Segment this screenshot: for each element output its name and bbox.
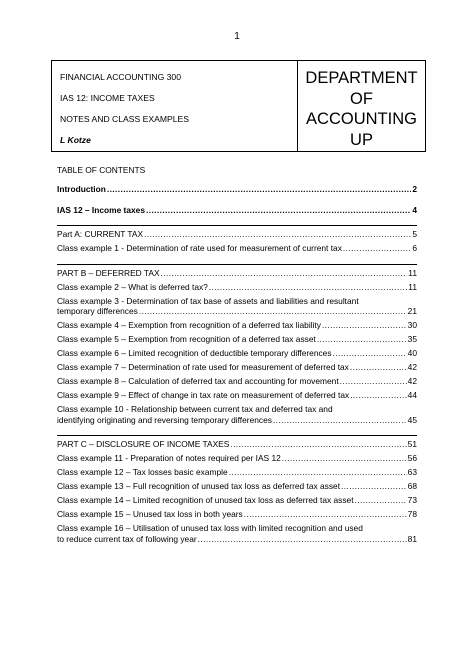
course-topic: IAS 12: INCOME TAXES — [60, 93, 155, 103]
toc-entry-title: to reduce current tax of following year — [57, 533, 197, 544]
toc-entry-title: Class example 14 – Limited recognition of unused tax loss as deferred tax asset — [57, 495, 354, 505]
section-rule — [57, 225, 417, 226]
section-rule — [57, 435, 417, 436]
toc-entry-title: Part A: CURRENT TAX — [57, 229, 144, 239]
toc-title: TABLE OF CONTENTS — [57, 165, 146, 175]
toc-entry-page: 11 — [408, 267, 417, 278]
toc-entry[interactable] — [57, 362, 417, 373]
toc-entry-page: 40 — [407, 348, 417, 358]
dot-leader — [355, 495, 407, 506]
author: L Kotze — [60, 135, 91, 145]
toc-entry[interactable] — [57, 243, 417, 254]
toc-entry-title: Class example 7 – Determination of rate used for measurement of deferred tax — [57, 362, 349, 372]
toc-entry-first-line: Class example 16 – Utilisation of unused tax loss with limited recognition and used — [57, 523, 363, 533]
toc-entry-page: 42 — [407, 362, 417, 372]
toc-entry-title: Introduction — [57, 184, 106, 194]
dot-leader — [273, 415, 407, 426]
dot-leader — [161, 268, 408, 279]
course-title: FINANCIAL ACCOUNTING 300 — [60, 72, 181, 82]
toc-entry-title: Class example 12 – Tax losses basic example — [57, 467, 228, 477]
toc-entry[interactable] — [57, 495, 417, 506]
department-line-3: ACCOUNTING — [306, 110, 417, 128]
toc-entry-title: IAS 12 – Income taxes — [57, 204, 145, 215]
department-line-4: UP — [350, 130, 373, 149]
toc-entry[interactable] — [57, 205, 417, 216]
toc-entry[interactable] — [57, 320, 417, 331]
department-name — [298, 61, 425, 151]
toc-entry[interactable] — [57, 296, 417, 317]
dot-leader — [322, 320, 407, 331]
document-header — [51, 60, 426, 152]
toc-entry-title: Class example 15 – Unused tax loss in both years — [57, 509, 243, 519]
toc-entry[interactable] — [57, 184, 417, 195]
dot-leader — [350, 390, 406, 401]
toc-entry-page: 78 — [407, 509, 417, 519]
toc-entry-title: identifying originating and reversing temporary differences — [57, 414, 272, 425]
toc-entry[interactable] — [57, 229, 417, 240]
dot-leader — [107, 184, 411, 195]
dot-leader — [209, 282, 407, 293]
toc-entry-title: Class example 1 - Determination of rate used for measurement of current tax — [57, 243, 342, 253]
dot-leader — [341, 481, 407, 492]
toc-entry-page: 30 — [407, 320, 417, 330]
toc-entry[interactable] — [57, 376, 417, 387]
toc-entry-page: 73 — [407, 495, 417, 505]
toc-entry[interactable] — [57, 348, 417, 359]
toc-entry-title: Class example 2 – What is deferred tax? — [57, 281, 208, 292]
toc-entry-page: 68 — [407, 481, 417, 491]
toc-entry-page: 81 — [407, 533, 417, 544]
toc-entry-page: 44 — [407, 390, 417, 400]
course-info — [52, 61, 298, 151]
toc-entry-page: 5 — [412, 229, 417, 239]
department-line-2: OF — [350, 89, 373, 108]
dot-leader — [229, 467, 407, 478]
toc-entry[interactable] — [57, 334, 417, 345]
toc-entry-page: 35 — [407, 334, 417, 344]
toc-entry[interactable] — [57, 467, 417, 478]
department-line-1: DEPARTMENT — [305, 69, 418, 87]
toc-entry-title: Class example 13 – Full recognition of unused tax loss as deferred tax asset — [57, 481, 341, 491]
table-of-contents — [57, 163, 417, 548]
toc-entry[interactable] — [57, 509, 417, 520]
toc-entry-page: 45 — [407, 414, 417, 425]
toc-entry-title: Class example 6 – Limited recognition of deductible temporary differences — [57, 348, 332, 358]
dot-leader — [244, 509, 407, 520]
toc-entry-title: PART B – DEFERRED TAX — [57, 267, 160, 278]
dot-leader — [340, 376, 407, 387]
dot-leader — [139, 306, 407, 317]
toc-entry[interactable] — [57, 453, 417, 464]
toc-entry[interactable] — [57, 523, 417, 544]
toc-entry-first-line: Class example 3 - Determination of tax base of assets and liabilities and resultant — [57, 295, 359, 306]
toc-entry-title: PART C – DISCLOSURE OF INCOME TAXES — [57, 439, 230, 449]
toc-entry-page: 21 — [407, 306, 417, 316]
toc-entry[interactable] — [57, 390, 417, 401]
page-number: 1 — [234, 31, 240, 42]
dot-leader — [282, 453, 407, 464]
toc-entry[interactable] — [57, 282, 417, 293]
toc-entries — [57, 184, 417, 544]
toc-entry-title: Class example 5 – Exemption from recognition of a deferred tax asset — [57, 334, 316, 344]
dot-leader — [230, 439, 406, 450]
dot-leader — [144, 229, 411, 240]
toc-entry-page: 2 — [412, 184, 417, 194]
toc-entry-first-line: Class example 10 - Relationship between current tax and deferred tax and — [57, 404, 333, 414]
toc-entry-page: 11 — [408, 281, 417, 292]
dot-leader — [343, 243, 411, 254]
toc-entry-title: temporary differences — [57, 306, 138, 316]
toc-entry-page: 63 — [407, 467, 417, 477]
dot-leader — [350, 362, 407, 373]
dot-leader — [333, 348, 407, 359]
toc-entry[interactable] — [57, 404, 417, 425]
toc-entry[interactable] — [57, 268, 417, 279]
toc-entry-page: 4 — [412, 204, 417, 215]
dot-leader — [317, 334, 407, 345]
section-rule — [57, 264, 417, 265]
dot-leader — [198, 534, 407, 545]
toc-entry-title: Class example 9 – Effect of change in tax rate on measurement of deferred tax — [57, 390, 350, 400]
toc-entry-page: 6 — [412, 243, 417, 253]
toc-entry-page: 42 — [407, 376, 417, 386]
toc-entry-title: Class example 8 – Calculation of deferred tax and accounting for movement — [57, 376, 339, 386]
toc-entry-page: 51 — [407, 439, 417, 449]
toc-entry-page: 56 — [407, 453, 417, 463]
toc-entry[interactable] — [57, 481, 417, 492]
course-subtitle: NOTES AND CLASS EXAMPLES — [60, 114, 189, 124]
toc-entry-title: Class example 11 - Preparation of notes required per IAS 12 — [57, 453, 281, 463]
toc-entry-title: Class example 4 – Exemption from recognition of a deferred tax liability — [57, 320, 321, 330]
dot-leader — [146, 205, 411, 216]
toc-entry[interactable] — [57, 439, 417, 450]
